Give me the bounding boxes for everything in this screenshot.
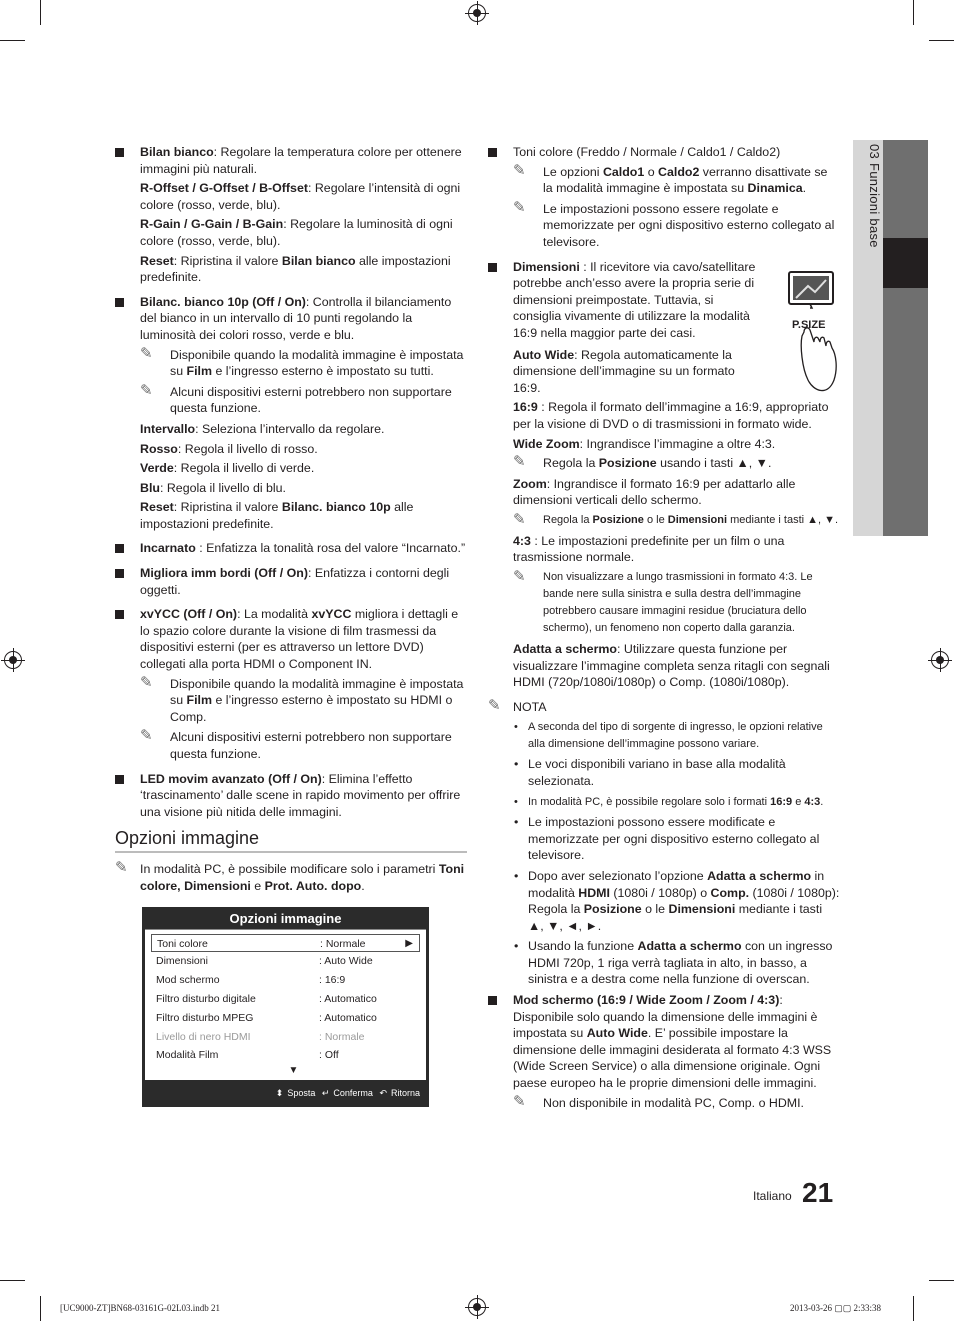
- pencil-note-icon: ✎: [140, 673, 153, 691]
- crop-mark: [929, 1280, 954, 1281]
- list-item: • Usando la funzione Adatta a schermo con un ingresso HDMI 720p, 1 riga verrà tagliata in alto, in basso, a sinistra e a destra come nella funzione di overscan.: [514, 939, 833, 987]
- psize-label: P.SIZE: [792, 319, 826, 331]
- osd-footer-move: Sposta: [287, 1088, 316, 1099]
- move-icon: ⬍: [275, 1088, 284, 1099]
- list-item: • Dopo aver selezionato l’opzione Adatta a schermo in modalità HDMI (1080i / 1080p) o Comp. (1080i / 1080p): Regola la Posizione o le Dimensioni mediante i tasti ▲, ▼, ◄, ►.: [514, 868, 840, 933]
- list-item-bilan-bianco: Bilan bianco: Regolare la temperatura colore per ottenere immagini più naturali. R-Offset / G-Offset / B-Offset: Regolare l’intensità di ogni colore (rosso, verde, blu). R-Gain / G-Gain / B-Gain: Regolare la luminosità di ogni colore (rosso, verde, blu). Reset: Ripristina il valore Bilan bianco alle impostazioni predefinite.: [115, 144, 467, 286]
- crop-mark: [913, 1296, 914, 1321]
- osd-menu-screenshot: [142, 907, 429, 1108]
- nota-heading: ✎ NOTA: [488, 696, 547, 714]
- pencil-note-icon: ✎: [513, 198, 526, 216]
- osd-footer-confirm: Conferma: [333, 1088, 373, 1099]
- pencil-note-icon: ✎: [513, 161, 526, 179]
- registration-mark: [468, 4, 486, 22]
- note: ✎ Non visualizzare a lungo trasmissioni in formato 4:3. Le bande nere sulla sinistra e sulla destra dell’immagine potrebbero causare immagini residue (bruciatura dello schermo), un fenomeno non coperto dalla garanzia.: [513, 568, 813, 635]
- list-item-xvycc: xvYCC (Off / On): La modalità xvYCC migliora i dettagli e lo spazio colore durante la visione di film trasmessi da dispositivi esterni (per es attraverso un lettore DVD) collegati alla porta HDMI o Component IN. ✎ Disponibile quando la modalità immagine è impostata su Film e l’ingresso esterno è impostato su HDMI o Comp. ✎ Alcuni dispositivi esterni potrebbero non supportare questa funzione.: [115, 606, 467, 762]
- crop-mark: [913, 0, 914, 25]
- list-item-bilanc-10p: Bilanc. bianco 10p (Off / On): Controlla il bilanciamento del bianco in un intervallo di 10 punti regolando la luminosità dei colori rosso, verde e blu. ✎ Disponibile quando la modalità immagine è impostata su Film e l’ingresso esterno è impostato su tutti. ✎ Alcuni dispositivi esterni potrebbero non supportare questa funzione. Intervallo: Seleziona l’intervallo da regolare. Rosso: Regola il livello di rosso. Verde: Regola il livello di verde. Blu: Regola il livello di blu. Reset: Ripristina il valore Bilanc. bianco 10p alle impostazioni predefinite.: [115, 294, 467, 533]
- pencil-note-icon: ✎: [115, 859, 128, 877]
- note: ✎ Alcuni dispositivi esterni potrebbero non supportare questa funzione.: [140, 727, 452, 761]
- note: ✎ Le opzioni Caldo1 o Caldo2 verranno disattivate se la modalità immagine è impostata su Dinamica.: [513, 161, 828, 196]
- return-icon: ↶: [379, 1088, 387, 1099]
- note: ✎ Disponibile quando la modalità immagine è impostata su Film e l’ingresso esterno è impostato su HDMI o Comp.: [140, 673, 464, 724]
- osd-body: [145, 930, 426, 1081]
- pencil-note-icon: ✎: [513, 568, 526, 586]
- square-bullet-icon: [115, 775, 124, 784]
- square-bullet-icon: [115, 298, 124, 307]
- osd-row: Mod schermo : 16:9: [156, 974, 346, 987]
- list-item-toni-colore: Toni colore (Freddo / Normale / Caldo1 / Caldo2) ✎ Le opzioni Caldo1 o Caldo2 verranno disattivate se la modalità immagine è impostata su Dinamica. ✎ Le impostazioni possono essere regolate e memorizzate per ogni dispositivo esterno collegato al televisore.: [488, 144, 840, 251]
- arrow-down-icon: ▼: [288, 1065, 299, 1077]
- section-note: ✎ In modalità PC, è possibile modificare solo i parametri Toni colore, Dimensioni e Prot. Auto. dopo.: [115, 859, 465, 893]
- list-item-led: LED movim avanzato (Off / On): Elimina l’effetto ‘trascinamento’ dalle scene in rapido movimento per offrire una visione più nitida delle immagini.: [115, 771, 467, 821]
- square-bullet-icon: [488, 996, 497, 1005]
- pencil-note-icon: ✎: [140, 344, 153, 362]
- footer-language: Italiano: [753, 1189, 792, 1203]
- crop-mark: [40, 1296, 41, 1321]
- osd-footer: [145, 1080, 426, 1107]
- pencil-note-icon: ✎: [513, 510, 526, 528]
- enter-icon: ↵: [321, 1088, 330, 1099]
- left-column: [115, 144, 467, 1107]
- pencil-note-icon: ✎: [140, 727, 153, 745]
- list-item: • A seconda del tipo di sorgente di ingresso, le opzioni relative alla dimensione dell’immagine possono variare.: [514, 721, 823, 750]
- right-column: [488, 144, 840, 1119]
- list-item-mod-schermo: Mod schermo (16:9 / Wide Zoom / Zoom / 4:3): Disponibile solo quando la dimensione delle immagini è impostata su Auto Wide. E’ possibile impostare la dimensione delle immagini desiderata al formato 4:3 WSS (Wide Screen Service) o alla dimensione originale. Ogni paese europeo ha le proprie dimensioni delle immagini. ✎ Non disponibile in modalità PC, Comp. o HDMI.: [488, 992, 840, 1111]
- osd-row: Filtro disturbo MPEG : Automatico: [156, 1011, 377, 1024]
- arrow-right-icon: ▶: [405, 937, 413, 949]
- osd-footer-return: Ritorna: [390, 1088, 420, 1099]
- note: ✎ Disponibile quando la modalità immagine è impostata su Film e l’ingresso esterno è impostato su tutti.: [140, 344, 464, 379]
- section-title: Opzioni immagine: [115, 828, 467, 853]
- osd-row: Filtro disturbo digitale : Automatico: [156, 992, 377, 1005]
- chapter-label: 03 Funzioni base: [867, 144, 882, 248]
- square-bullet-icon: [115, 544, 124, 553]
- list-item-incarnato: Incarnato : Enfatizza la tonalità rosa del valore “Incarnato.”: [115, 540, 467, 557]
- registration-mark: [468, 1298, 486, 1316]
- osd-row-disabled: Livello di nero HDMI : Normale: [156, 1030, 365, 1043]
- pencil-note-icon: ✎: [140, 381, 153, 399]
- note: ✎ Alcuni dispositivi esterni potrebbero non supportare questa funzione.: [140, 381, 452, 416]
- list-item: • In modalità PC, è possibile regolare solo i formati 16:9 e 4:3.: [514, 795, 824, 808]
- pencil-note-icon: ✎: [513, 453, 526, 471]
- note: ✎ Non disponibile in modalità PC, Comp. o HDMI.: [513, 1092, 805, 1110]
- tab-marker: [883, 238, 928, 288]
- crop-mark: [929, 40, 954, 41]
- nota-list: [488, 719, 840, 988]
- tab-dark-strip: [883, 140, 928, 536]
- crop-mark: [0, 1280, 25, 1281]
- square-bullet-icon: [488, 263, 497, 272]
- list-item-dimensioni: Dimensioni : Il ricevitore via cavo/satellitare potrebbe anch’esso avere la propria serie di dimensioni preimpostate. Tuttavia, si consiglia vivamente di utilizzare la modalità 16:9 nella maggior parte dei casi. Auto Wide: Regola automaticamente la dimensione dell’immagine su un formato 16:9. 16:9 : Regola il formato dell’immagine a 16:9, appropriato per la visione di DVD o di trasmissioni in formato wide. Wide Zoom: Ingrandisce l’immagine a oltre 4:3. ✎ Regola la Posizione usando i tasti ▲, ▼. Zoom: Ingrandisce il formato 16:9 per adattarlo alle dimensioni verticali dello schermo. ✎ Regola la Posizione o le Dimensioni mediante i tasti ▲, ▼. 4:3 : Le impostazioni predefinite per un film o una trasmissione normale. ✎ Non visualizzare a lungo trasmissioni in formato 4:3. Le bande nere sulla sinistra e sulla destra dell’immagine potrebbero causare immagini residue (bruciatura dello schermo), un fenomeno non coperto dalla garanzia. Adatta a schermo: Utilizzare questa funzione per visualizzare l’immagine completa senza ritagli con segnali HDMI (720p/1080i/1080p) o Comp. (1080i/1080p).: [488, 259, 840, 691]
- osd-row-selected: Toni colore : Normale ▶: [151, 934, 420, 953]
- page-number: 21: [802, 1177, 834, 1208]
- registration-mark: [4, 651, 22, 669]
- crop-mark: [0, 40, 25, 41]
- note: ✎ Le impostazioni possono essere regolate e memorizzate per ogni dispositivo esterno collegato al televisore.: [513, 198, 835, 249]
- chapter-side-tab: [853, 140, 928, 536]
- crop-mark: [40, 0, 41, 25]
- list-item-migliora: Migliora imm bordi (Off / On): Enfatizza i contorni degli oggetti.: [115, 565, 467, 598]
- square-bullet-icon: [115, 569, 124, 578]
- print-slug-right: 2013-03-26 ▢▢ 2:33:38: [790, 1303, 882, 1313]
- print-slug-left: [UC9000-ZT]BN68-03161G-02L03.indb 21: [60, 1303, 220, 1313]
- list-item: • Le voci disponibili variano in base alla modalità selezionata.: [514, 757, 786, 789]
- registration-mark: [931, 651, 949, 669]
- square-bullet-icon: [115, 148, 124, 157]
- note: ✎ Regola la Posizione o le Dimensioni mediante i tasti ▲, ▼.: [513, 510, 839, 528]
- osd-row: Dimensioni : Auto Wide: [156, 955, 373, 968]
- osd-title: Opzioni immagine: [145, 910, 426, 930]
- square-bullet-icon: [115, 610, 124, 619]
- note: ✎ Regola la Posizione usando i tasti ▲, ▼.: [513, 453, 772, 471]
- osd-row: Modalità Film : Off: [156, 1049, 339, 1062]
- list-item: • Le impostazioni possono essere modificate e memorizzate per ogni dispositivo esterno collegato al televisore.: [514, 815, 820, 863]
- pencil-note-icon: ✎: [488, 696, 501, 714]
- pencil-note-icon: ✎: [513, 1092, 526, 1110]
- square-bullet-icon: [488, 148, 497, 157]
